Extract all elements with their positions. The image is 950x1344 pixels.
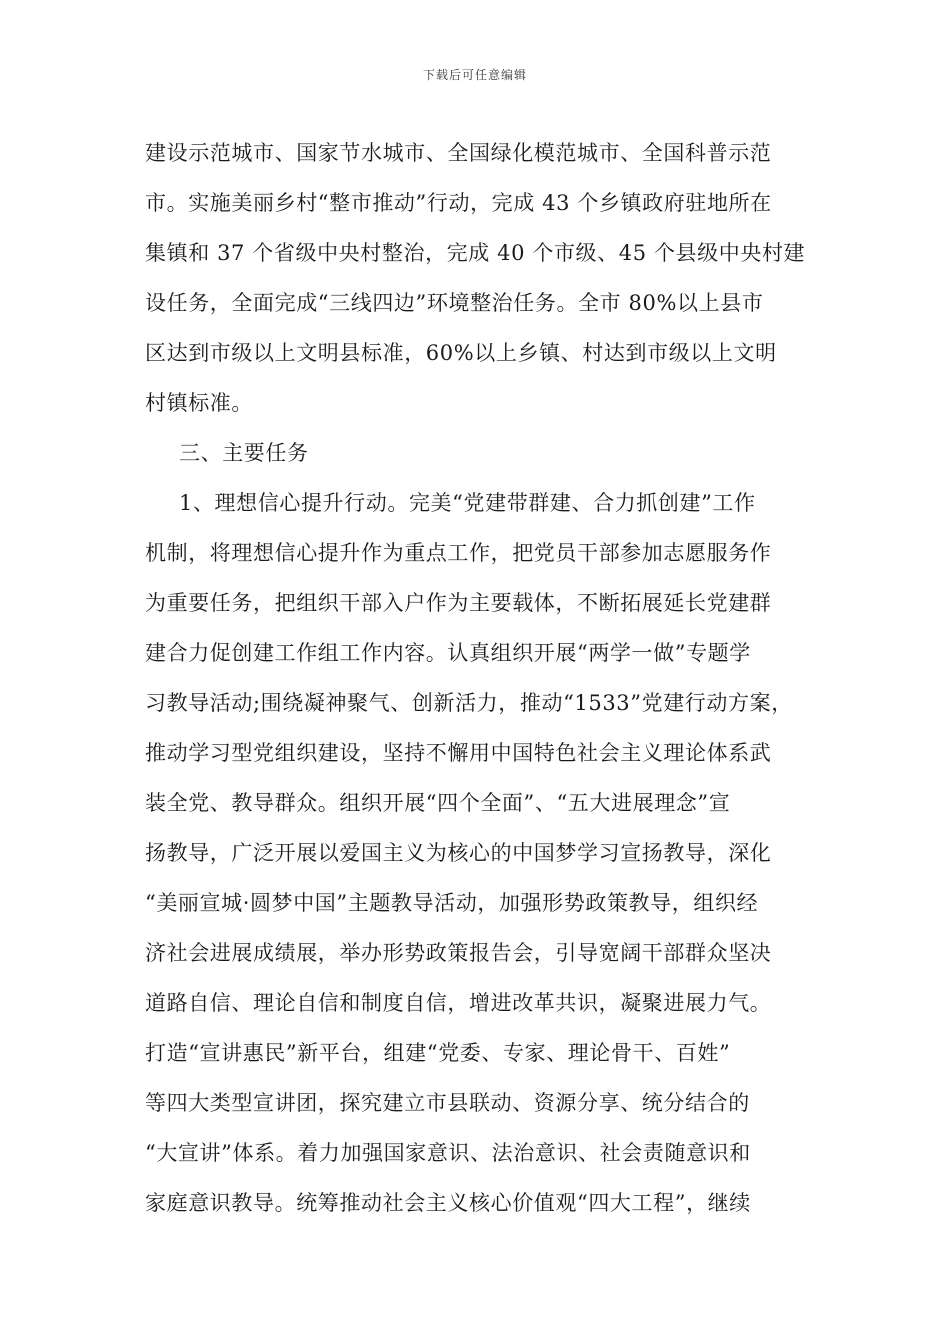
text-line: 建合力促创建工作组工作内容。认真组织开展“两学一做”专题学 bbox=[145, 641, 751, 665]
text-line: “美丽宣城·圆梦中国”主题教导活动，加强形势政策教导，组织经 bbox=[145, 891, 759, 915]
text-line: 村镇标准。 bbox=[145, 391, 253, 415]
text-line: 家庭意识教导。统筹推动社会主义核心价值观“四大工程”，继续 bbox=[145, 1191, 751, 1215]
text-line: 设任务，全面完成“三线四边”环境整治任务。全市 80%以上县市 bbox=[145, 291, 764, 315]
text-line: 道路自信、理论自信和制度自信，增进改革共识，凝聚进展力气。 bbox=[145, 991, 772, 1015]
text-line: 等四大类型宣讲团，探究建立市县联动、资源分享、统分结合的 bbox=[145, 1091, 750, 1115]
text-line: 集镇和 37 个省级中央村整治，完成 40 个市级、45 个县级中央村建 bbox=[145, 241, 806, 265]
text-line: 机制，将理想信心提升作为重点工作，把党员干部参加志愿服务作 bbox=[145, 541, 772, 565]
text-line: 打造“宣讲惠民”新平台，组建“党委、专家、理论骨干、百姓” bbox=[145, 1041, 731, 1065]
text-line: 习教导活动;围绕凝神聚气、创新活力，推动“1533”党建行动方案， bbox=[145, 691, 793, 715]
paragraph-first-line: 1、理想信心提升行动。完美“党建带群建、合力抓创建”工作 bbox=[179, 491, 756, 515]
text-line: 推动学习型党组织建设，坚持不懈用中国特色社会主义理论体系武 bbox=[145, 741, 772, 765]
text-line: 扬教导，广泛开展以爱国主义为核心的中国梦学习宣扬教导，深化 bbox=[145, 841, 772, 865]
text-line: 装全党、教导群众。组织开展“四个全面”、“五大进展理念”宣 bbox=[145, 791, 731, 815]
text-line: 建设示范城市、国家节水城市、全国绿化模范城市、全国科普示范 bbox=[145, 141, 772, 165]
text-line: 市。实施美丽乡村“整市推动”行动，完成 43 个乡镇政府驻地所在 bbox=[145, 191, 772, 215]
section-heading: 三、主要任务 bbox=[179, 441, 309, 465]
text-line: 区达到市级以上文明县标准，60%以上乡镇、村达到市级以上文明 bbox=[145, 341, 777, 365]
page-header: 下载后可任意编辑 bbox=[422, 68, 527, 82]
text-line: “大宣讲”体系。着力加强国家意识、法治意识、社会责随意识和 bbox=[145, 1141, 751, 1165]
text-line: 为重要任务，把组织干部入户作为主要载体，不断拓展延长党建群 bbox=[145, 591, 772, 615]
text-line: 济社会进展成绩展，举办形势政策报告会，引导宽阔干部群众坚决 bbox=[145, 941, 772, 965]
document-body bbox=[145, 128, 825, 1228]
